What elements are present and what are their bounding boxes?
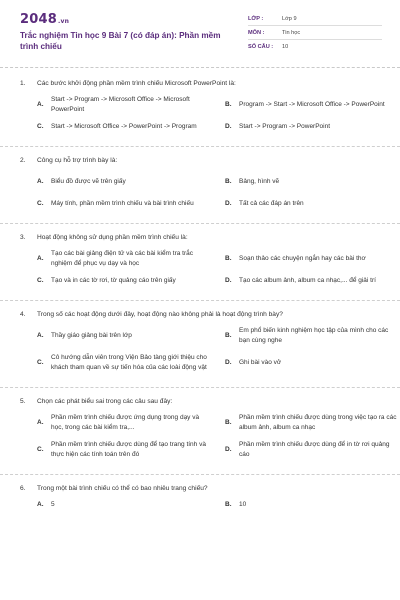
- option-b[interactable]: [225, 325, 400, 347]
- option-letter: A.: [37, 101, 44, 108]
- option-b[interactable]: [225, 171, 400, 193]
- question-divider: [0, 387, 400, 388]
- options: [20, 248, 380, 292]
- option-text: Start -> Program -> PowerPoint: [239, 123, 331, 130]
- option-letter: C.: [37, 446, 44, 453]
- option-letter: A.: [37, 332, 44, 339]
- question-divider: [0, 146, 400, 147]
- options: [20, 94, 385, 138]
- meta-row-class: [248, 12, 382, 26]
- option-letter: C.: [37, 277, 44, 284]
- option-a[interactable]: [37, 94, 212, 116]
- option-b[interactable]: [225, 94, 400, 116]
- option-letter: B.: [225, 332, 232, 339]
- option-letter: B.: [225, 101, 232, 108]
- option-c[interactable]: [37, 193, 212, 215]
- meta-row-subject: [248, 26, 382, 40]
- meta-value: Lớp 9: [282, 15, 297, 22]
- option-a[interactable]: [37, 325, 212, 347]
- option-text: Tạo các bài giảng điện tử và các bài kiểm tra trắc nghiệm để phục vụ dạy và học: [51, 250, 194, 267]
- option-text: Bảng, hình vẽ: [239, 178, 280, 185]
- option-d[interactable]: [225, 193, 400, 215]
- question-text: [20, 484, 380, 493]
- meta-table: [248, 12, 382, 54]
- option-letter: B.: [225, 501, 232, 508]
- question-number: 2.: [20, 157, 26, 164]
- options: [20, 412, 397, 466]
- option-text: Start -> Program -> Microsoft Office -> Microsoft PowerPoint: [51, 96, 190, 113]
- option-letter: D.: [225, 123, 232, 130]
- option-letter: C.: [37, 200, 44, 207]
- option-text: Phần mềm trình chiếu được dùng để tạo trang tính và thực hiện các tính toán trên đó: [51, 441, 206, 458]
- option-text: Phần mềm trình chiếu được ứng dụng trong dạy và học, trong các bài kiểm tra,...: [51, 414, 200, 431]
- option-a[interactable]: [37, 498, 212, 512]
- option-b[interactable]: [225, 248, 400, 270]
- page-title: Trắc nghiệm Tin học 9 Bài 7 (có đáp án): Phần mềm trình chiếu: [20, 31, 221, 51]
- question-stem: Trong số các hoạt động dưới đây, hoạt động nào không phải là hoạt động trình bày?: [37, 311, 283, 318]
- question-5: [0, 397, 400, 466]
- option-letter: D.: [225, 277, 232, 284]
- option-letter: B.: [225, 178, 232, 185]
- question-text: [20, 310, 380, 319]
- options: [20, 171, 380, 215]
- question-list: [0, 79, 400, 512]
- option-text: 10: [239, 501, 247, 508]
- option-letter: A.: [37, 419, 44, 426]
- option-text: Ghi bài vào vở: [239, 359, 282, 366]
- question-3: [0, 233, 400, 292]
- option-text: Start -> Microsoft Office -> PowerPoint -> Program: [51, 123, 197, 130]
- question-number: 4.: [20, 311, 26, 318]
- option-letter: B.: [225, 419, 232, 426]
- logo-suffix: .vn: [57, 18, 70, 25]
- header-divider: [0, 67, 400, 68]
- option-text: Em phổ biến kinh nghiệm học tập của mình cho các bạn cùng nghe: [239, 327, 389, 344]
- option-a[interactable]: [37, 171, 212, 193]
- logo-main: 2048: [20, 12, 57, 27]
- option-text: Phần mềm trình chiếu được dùng trong việc tạo ra các album ảnh, album ca nhạc: [239, 414, 397, 431]
- question-text: [20, 156, 380, 165]
- meta-label: LỚP :: [248, 15, 264, 22]
- question-divider: [0, 300, 400, 301]
- option-letter: A.: [37, 178, 44, 185]
- meta-value: 10: [282, 44, 289, 50]
- options: [20, 498, 380, 512]
- question-divider: [0, 474, 400, 475]
- option-b[interactable]: [225, 412, 400, 434]
- option-letter: B.: [225, 255, 232, 262]
- meta-label: SỐ CÂU :: [248, 44, 274, 50]
- option-text: Máy tính, phần mềm trình chiếu và bài trình chiếu: [51, 200, 194, 207]
- option-text: Cô hướng dẫn viên trong Viện Bảo tàng giới thiệu cho khách tham quan về sự tiến hóa của các loài động vật: [51, 354, 207, 371]
- option-c[interactable]: [37, 347, 212, 379]
- question-1: [0, 79, 400, 138]
- option-a[interactable]: [37, 248, 212, 270]
- option-letter: A.: [37, 501, 44, 508]
- header: [0, 0, 400, 62]
- option-c[interactable]: [37, 434, 212, 466]
- question-stem: Công cụ hỗ trợ trình bày là:: [37, 157, 118, 164]
- option-letter: C.: [37, 359, 44, 366]
- option-c[interactable]: [37, 270, 212, 292]
- meta-value: Tin học: [282, 29, 301, 36]
- option-text: Biểu đồ được vẽ trên giấy: [51, 178, 126, 185]
- option-b[interactable]: [225, 498, 400, 512]
- option-d[interactable]: [225, 116, 400, 138]
- question-divider: [0, 223, 400, 224]
- meta-row-count: [248, 40, 382, 54]
- option-text: Phần mềm trình chiếu được dùng để in tờ rơi quảng cáo: [239, 441, 390, 458]
- question-2: [0, 156, 400, 215]
- option-text: Tất cả các đáp án trên: [239, 200, 304, 207]
- option-letter: C.: [37, 123, 44, 130]
- question-stem: Chọn các phát biểu sai trong các câu sau đây:: [37, 398, 173, 405]
- option-text: Thầy giáo giảng bài trên lớp: [51, 332, 132, 339]
- option-d[interactable]: [225, 270, 400, 292]
- question-stem: Các bước khởi động phần mềm trình chiếu Microsoft PowerPoint là:: [37, 80, 236, 87]
- question-number: 5.: [20, 398, 26, 405]
- question-text: [20, 79, 380, 88]
- option-text: Program -> Start -> Microsoft Office -> PowerPoint: [239, 101, 385, 108]
- question-6: [0, 484, 400, 512]
- option-letter: A.: [37, 255, 44, 262]
- question-4: [0, 310, 400, 379]
- meta-label: MÔN :: [248, 29, 265, 36]
- option-a[interactable]: [37, 412, 212, 434]
- question-number: 3.: [20, 234, 26, 241]
- option-text: 5: [51, 501, 55, 508]
- question-stem: Trong một bài trình chiếu có thể có bao nhiêu trang chiếu?: [37, 485, 208, 492]
- option-text: Tạo và in các tờ rơi, tờ quảng cáo trên giấy: [51, 277, 176, 284]
- option-text: Soạn thảo các chuyện ngắn hay các bài thơ: [239, 255, 366, 262]
- option-d[interactable]: [225, 347, 400, 379]
- question-number: 1.: [20, 80, 26, 87]
- question-number: 6.: [20, 485, 26, 492]
- question-text: [20, 397, 380, 406]
- option-c[interactable]: [37, 116, 212, 138]
- option-letter: D.: [225, 446, 232, 453]
- option-letter: D.: [225, 200, 232, 207]
- options: [20, 325, 389, 379]
- question-text: [20, 233, 380, 242]
- question-stem: Hoạt động không sử dụng phần mềm trình chiếu là:: [37, 234, 188, 241]
- option-letter: D.: [225, 359, 232, 366]
- option-text: Tạo các album ảnh, album ca nhạc,... để giải trí: [239, 277, 376, 284]
- option-d[interactable]: [225, 434, 400, 466]
